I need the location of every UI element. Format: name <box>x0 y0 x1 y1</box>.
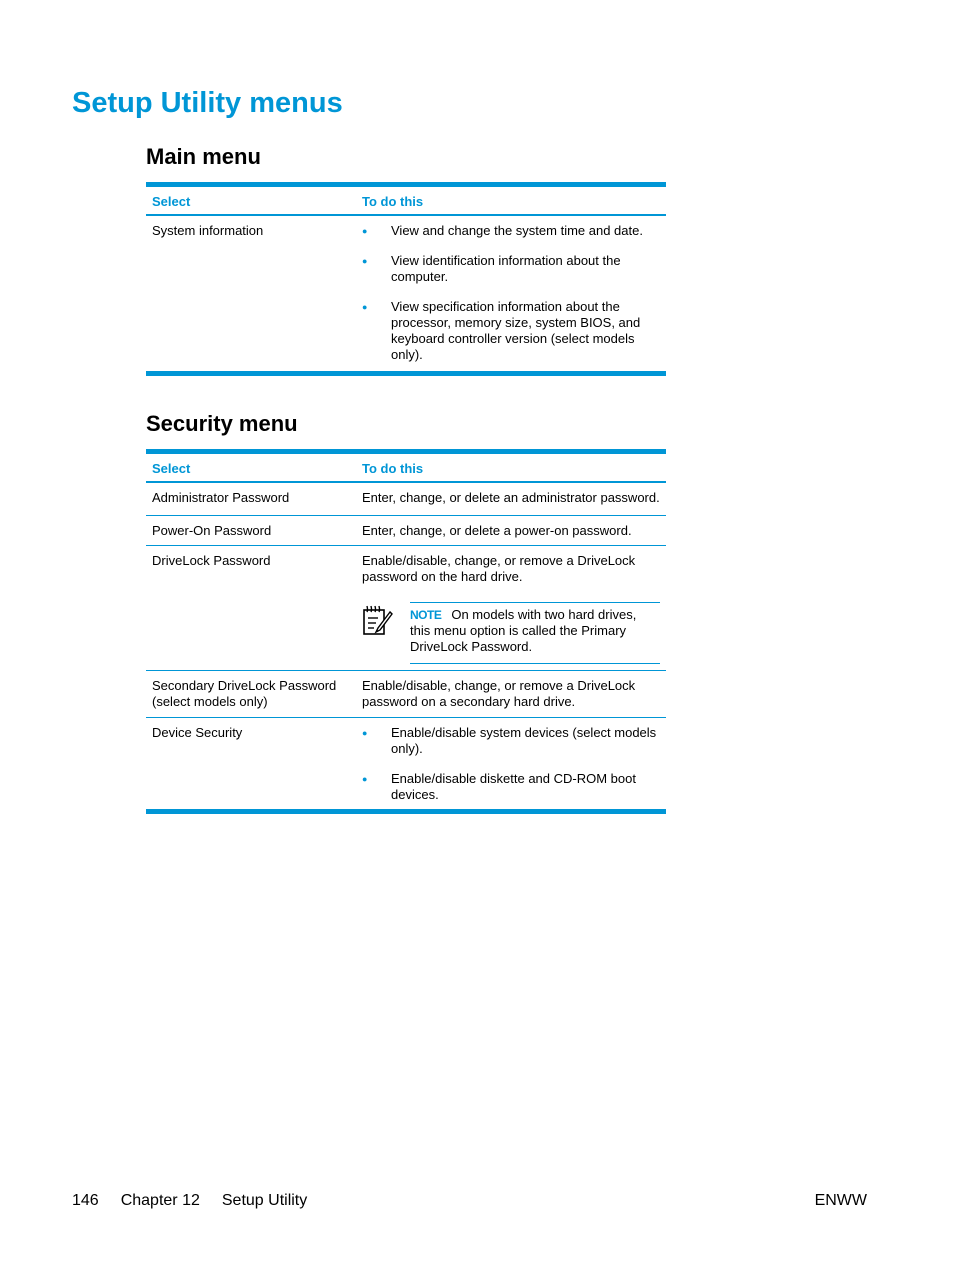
list-item: ● Enable/disable diskette and CD-ROM boot devices. <box>362 771 660 803</box>
note-label: NOTE <box>410 608 442 622</box>
note-text: On models with two hard drives, this menu option is called the Primary DriveLock Password. <box>410 607 637 654</box>
header-to-do-this: To do this <box>362 461 424 476</box>
note-box <box>410 602 660 664</box>
list-item: ● View and change the system time and date. <box>362 223 660 239</box>
header-to-do-this: To do this <box>362 194 424 209</box>
bullet-list <box>362 223 660 363</box>
table-row <box>146 216 666 371</box>
list-item: ● View identification information about the computer. <box>362 253 660 285</box>
table-row <box>146 483 666 515</box>
main-menu-table <box>146 182 666 376</box>
list-item: ● Enable/disable system devices (select models only). <box>362 725 660 757</box>
action-cell: Enter, change, or delete a power-on password. <box>362 523 632 538</box>
main-menu-title: Main menu <box>146 144 261 169</box>
action-cell <box>356 216 666 371</box>
select-cell: DriveLock Password <box>152 553 271 568</box>
chapter-title: Setup Utility <box>221 1192 308 1209</box>
bullet-list <box>362 725 660 803</box>
action-cell <box>356 718 666 809</box>
note-pad-icon <box>362 602 410 664</box>
list-item: ● View specification information about the processor, memory size, system BIOS, and keyboard controller version (select models only). <box>362 299 660 363</box>
security-menu-table <box>146 449 666 814</box>
security-menu-title: Security menu <box>146 411 298 436</box>
select-cell: Power-On Password <box>152 523 272 538</box>
select-cell: Administrator Password <box>152 490 290 505</box>
table-row <box>146 670 666 717</box>
footer-left <box>72 1192 307 1210</box>
header-select: Select <box>152 194 191 209</box>
footer-locale: ENWW <box>814 1192 867 1209</box>
action-text: Enable/disable, change, or remove a DriveLock password on the hard drive. <box>362 553 636 584</box>
page-number: 146 <box>72 1192 99 1209</box>
chapter-label: Chapter 12 <box>120 1192 200 1209</box>
note-callout <box>362 602 660 664</box>
select-cell: Device Security <box>152 725 243 740</box>
select-cell: System information <box>152 223 264 238</box>
table-row <box>146 545 666 670</box>
table-row <box>146 515 666 545</box>
select-cell: Secondary DriveLock Password (select models only) <box>152 678 337 709</box>
header-select: Select <box>152 461 191 476</box>
table-row <box>146 717 666 809</box>
action-cell: Enter, change, or delete an administrator password. <box>362 490 660 505</box>
table-header <box>146 187 666 216</box>
table-header <box>146 454 666 483</box>
action-cell <box>356 546 666 670</box>
page-title: Setup Utility menus <box>72 87 343 119</box>
action-cell: Enable/disable, change, or remove a DriveLock password on a secondary hard drive. <box>362 678 636 709</box>
